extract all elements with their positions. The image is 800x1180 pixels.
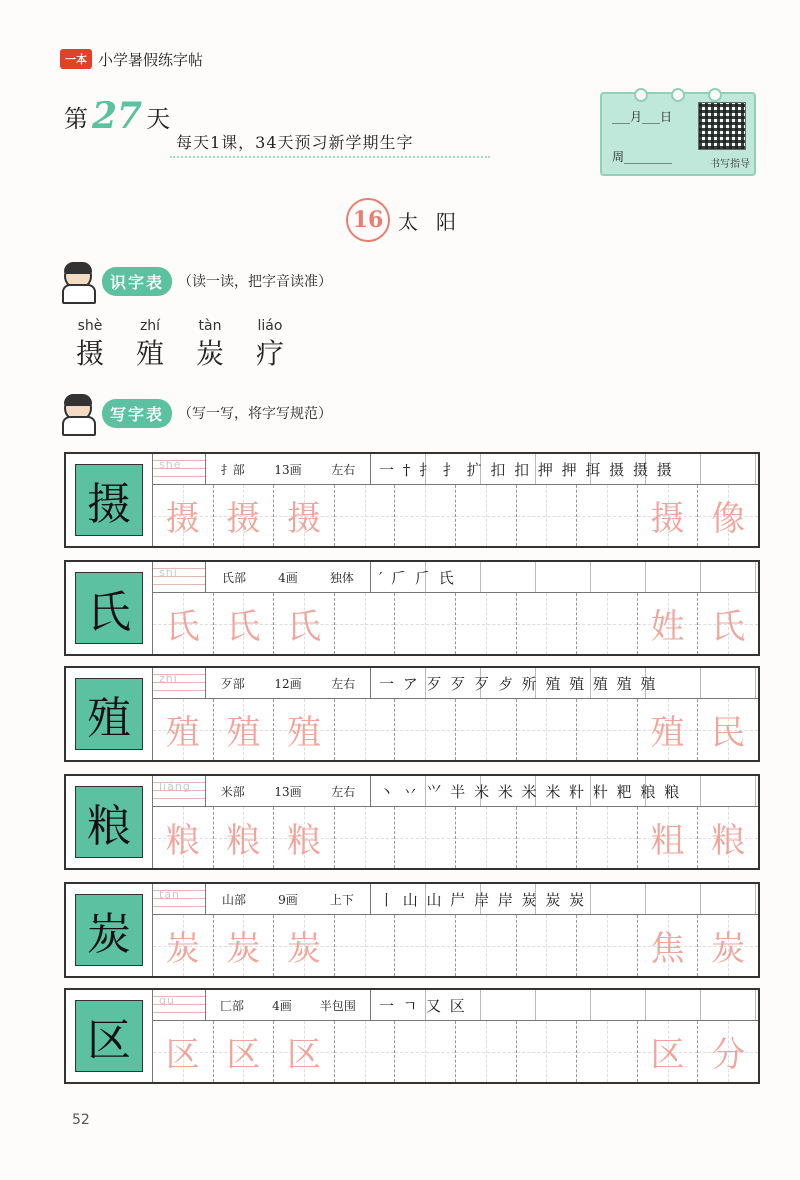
practice-cell[interactable] <box>638 807 699 868</box>
practice-cell[interactable] <box>456 915 517 976</box>
row-info <box>153 776 758 807</box>
practice-cell[interactable] <box>153 593 214 654</box>
trace-char: 氏 <box>286 607 321 647</box>
trace-char: 民 <box>711 713 746 753</box>
practice-cell[interactable] <box>698 915 758 976</box>
trace-char: 氏 <box>226 607 261 647</box>
vocab-pinyin: tàn <box>198 318 222 334</box>
practice-grid <box>153 1021 758 1082</box>
model-char-cell <box>66 668 153 760</box>
date-month-day: ___月___日 <box>612 110 673 124</box>
trace-char: 区 <box>226 1035 261 1075</box>
model-char-cell <box>66 884 153 976</box>
card-binding <box>602 88 754 102</box>
lesson-heading <box>346 198 474 242</box>
row-body <box>153 884 758 976</box>
radical: 歹部 <box>220 676 245 691</box>
practice-row <box>64 774 760 870</box>
radical: 匚部 <box>220 998 245 1013</box>
practice-row <box>64 452 760 548</box>
practice-cell[interactable] <box>153 1021 214 1082</box>
practice-cell[interactable] <box>456 485 517 546</box>
practice-grid <box>153 593 758 654</box>
trace-char: 焦 <box>650 929 685 969</box>
practice-cell[interactable] <box>214 1021 275 1082</box>
vocab-hanzi: 炭 <box>195 337 224 370</box>
brand-header <box>60 48 203 70</box>
row-info <box>153 884 758 915</box>
structure: 左右 <box>331 462 356 477</box>
practice-cell[interactable] <box>517 485 578 546</box>
practice-cell[interactable] <box>335 1021 396 1082</box>
practice-cell[interactable] <box>517 699 578 760</box>
trace-char: 殖 <box>286 713 321 753</box>
practice-cell[interactable] <box>638 485 699 546</box>
practice-cell[interactable] <box>214 807 275 868</box>
practice-cell[interactable] <box>214 593 275 654</box>
practice-row <box>64 882 760 978</box>
date-week: 周________ <box>612 150 673 164</box>
practice-cell[interactable] <box>153 699 214 760</box>
trace-char: 粮 <box>165 821 200 861</box>
practice-row <box>64 560 760 656</box>
row-body <box>153 562 758 654</box>
section-recognize <box>60 262 332 300</box>
practice-cell[interactable] <box>577 915 638 976</box>
practice-cell[interactable] <box>517 807 578 868</box>
pinyin-box[interactable] <box>153 668 206 698</box>
day-prefix: 第 <box>64 105 88 133</box>
pinyin-hint: qū <box>159 994 175 1007</box>
slogan-divider <box>170 156 490 158</box>
stroke-count: 9画 <box>278 892 298 907</box>
day-heading <box>64 95 171 137</box>
vocab-item <box>240 318 300 372</box>
practice-cell[interactable] <box>274 1021 335 1082</box>
pinyin-hint: tàn <box>159 888 181 901</box>
section-badge: 写字表 <box>102 399 172 428</box>
trace-char: 粮 <box>711 821 746 861</box>
trace-char: 区 <box>165 1035 200 1075</box>
practice-cell[interactable] <box>335 915 396 976</box>
practice-cell[interactable] <box>335 593 396 654</box>
char-meta <box>206 562 371 592</box>
vocab-list <box>60 318 300 372</box>
pinyin-box[interactable] <box>153 776 206 806</box>
stroke-order: ′ 𠂆 𠂆 氏 <box>371 562 758 592</box>
model-char-box <box>75 894 143 966</box>
practice-cell[interactable] <box>698 1021 758 1082</box>
day-suffix: 天 <box>146 105 171 133</box>
model-char-cell <box>66 776 153 868</box>
practice-row <box>64 666 760 762</box>
practice-cell[interactable] <box>698 699 758 760</box>
practice-cell[interactable] <box>517 593 578 654</box>
practice-cell[interactable] <box>153 915 214 976</box>
structure: 左右 <box>331 784 356 799</box>
stroke-count: 12画 <box>274 676 302 691</box>
brand-badge: 一本 <box>60 49 92 69</box>
vocab-item <box>60 318 120 372</box>
practice-cell[interactable] <box>395 1021 456 1082</box>
practice-cell[interactable] <box>153 485 214 546</box>
vocab-item <box>120 318 180 372</box>
trace-char: 粗 <box>650 821 685 861</box>
pinyin-hint: liáng <box>159 780 191 793</box>
stroke-order: 一 ㄱ 又 区 <box>371 990 758 1020</box>
model-char: 炭 <box>87 909 131 960</box>
model-char: 粮 <box>87 801 131 852</box>
row-body <box>153 990 758 1082</box>
pinyin-box[interactable] <box>153 990 206 1020</box>
trace-char: 像 <box>711 499 746 539</box>
practice-cell[interactable] <box>456 593 517 654</box>
date-card <box>600 92 756 176</box>
structure: 左右 <box>331 676 356 691</box>
lesson-number: 16 <box>346 198 390 242</box>
structure: 半包围 <box>319 998 356 1013</box>
row-info <box>153 454 758 485</box>
char-meta <box>206 668 371 698</box>
vocab-item <box>180 318 240 372</box>
practice-cell[interactable] <box>577 593 638 654</box>
row-info <box>153 668 758 699</box>
trace-char: 殖 <box>165 713 200 753</box>
practice-cell[interactable] <box>214 915 275 976</box>
stroke-order: 丨 山 山 屵 岸 岸 炭 炭 炭 <box>371 884 758 914</box>
radical: 米部 <box>220 784 245 799</box>
qr-label: 书写指导 <box>710 159 750 170</box>
row-body <box>153 668 758 760</box>
practice-cell[interactable] <box>698 593 758 654</box>
practice-cell[interactable] <box>274 593 335 654</box>
trace-char: 摄 <box>286 499 321 539</box>
pinyin-hint: shè <box>159 458 182 471</box>
vocab-hanzi: 殖 <box>135 337 164 370</box>
qr-code-icon[interactable] <box>698 102 746 150</box>
radical: 氏部 <box>222 570 247 585</box>
practice-cell[interactable] <box>638 1021 699 1082</box>
stroke-count: 4画 <box>278 570 298 585</box>
model-char: 摄 <box>87 479 131 530</box>
practice-cell[interactable] <box>395 699 456 760</box>
row-info <box>153 562 758 593</box>
section-write <box>60 394 332 432</box>
trace-char: 摄 <box>650 499 685 539</box>
practice-cell[interactable] <box>395 915 456 976</box>
binding-hole <box>671 88 685 102</box>
row-body <box>153 776 758 868</box>
kid-icon <box>60 394 96 432</box>
kid-icon <box>60 262 96 300</box>
practice-cell[interactable] <box>274 915 335 976</box>
practice-cell[interactable] <box>517 1021 578 1082</box>
pinyin-box[interactable] <box>153 562 206 592</box>
book-title: 小学暑假练字帖 <box>98 50 204 69</box>
char-meta <box>206 454 371 484</box>
practice-cell[interactable] <box>577 807 638 868</box>
practice-cell[interactable] <box>395 807 456 868</box>
practice-cell[interactable] <box>698 485 758 546</box>
trace-char: 炭 <box>711 929 746 969</box>
practice-cell[interactable] <box>395 485 456 546</box>
char-meta <box>206 776 371 806</box>
practice-cell[interactable] <box>456 699 517 760</box>
lesson-title: 太阳 <box>398 209 474 234</box>
structure: 独体 <box>329 570 354 585</box>
practice-cell[interactable] <box>638 593 699 654</box>
practice-cell[interactable] <box>638 915 699 976</box>
model-char-box <box>75 464 143 536</box>
vocab-hanzi: 疗 <box>255 337 284 370</box>
char-meta <box>206 990 371 1020</box>
radical: 扌部 <box>220 462 245 477</box>
trace-char: 炭 <box>286 929 321 969</box>
row-info <box>153 990 758 1021</box>
practice-cell[interactable] <box>577 699 638 760</box>
trace-char: 粮 <box>286 821 321 861</box>
trace-char: 殖 <box>226 713 261 753</box>
practice-grid <box>153 699 758 760</box>
model-char-box <box>75 572 143 644</box>
practice-cell[interactable] <box>698 807 758 868</box>
pinyin-box[interactable] <box>153 454 206 484</box>
practice-cell[interactable] <box>577 1021 638 1082</box>
binding-hole <box>708 88 722 102</box>
trace-char: 摄 <box>226 499 261 539</box>
practice-cell[interactable] <box>638 699 699 760</box>
trace-char: 粮 <box>226 821 261 861</box>
model-char-box <box>75 1000 143 1072</box>
vocab-pinyin: liáo <box>257 318 283 334</box>
trace-char: 氏 <box>711 607 746 647</box>
stroke-order: 一 † 扌 扌 扩 扣 扣 押 押 挕 摄 摄 摄 <box>371 454 758 484</box>
practice-cell[interactable] <box>335 699 396 760</box>
practice-cell[interactable] <box>335 807 396 868</box>
trace-char: 区 <box>650 1035 685 1075</box>
practice-grid <box>153 915 758 976</box>
model-char-cell <box>66 562 153 654</box>
stroke-order: 丶 丷 ⺍ 半 米 米 米 米 籵 籵 粑 粮 粮 <box>371 776 758 806</box>
section-badge: 识字表 <box>102 267 172 296</box>
trace-char: 炭 <box>165 929 200 969</box>
stroke-count: 13画 <box>274 784 302 799</box>
model-char-cell <box>66 454 153 546</box>
practice-cell[interactable] <box>214 699 275 760</box>
trace-char: 氏 <box>165 607 200 647</box>
model-char: 区 <box>87 1015 131 1066</box>
practice-row <box>64 988 760 1084</box>
trace-char: 殖 <box>650 713 685 753</box>
practice-cell[interactable] <box>456 1021 517 1082</box>
radical: 山部 <box>222 892 247 907</box>
page-number: 52 <box>72 1112 90 1128</box>
model-char: 殖 <box>87 693 131 744</box>
trace-char: 姓 <box>650 607 685 647</box>
practice-cell[interactable] <box>214 485 275 546</box>
trace-char: 炭 <box>226 929 261 969</box>
section-note: （写一写，将字写规范） <box>178 406 333 422</box>
pinyin-hint: shì <box>159 566 178 579</box>
pinyin-hint: zhí <box>159 672 178 685</box>
day-number: 27 <box>92 95 143 137</box>
pinyin-box[interactable] <box>153 884 206 914</box>
vocab-hanzi: 摄 <box>75 337 104 370</box>
practice-cell[interactable] <box>274 485 335 546</box>
stroke-order: 一 ア 歹 歹 歹 歺 歽 殖 殖 殖 殖 殖 <box>371 668 758 698</box>
model-char-cell <box>66 990 153 1082</box>
practice-grid <box>153 485 758 546</box>
model-char-box <box>75 678 143 750</box>
trace-char: 摄 <box>165 499 200 539</box>
practice-cell[interactable] <box>153 807 214 868</box>
stroke-count: 13画 <box>274 462 302 477</box>
row-body <box>153 454 758 546</box>
practice-cell[interactable] <box>335 485 396 546</box>
slogan: 每天1课，34天预习新学期生字 <box>176 133 414 152</box>
practice-grid <box>153 807 758 868</box>
model-char: 氏 <box>87 587 131 638</box>
practice-cell[interactable] <box>274 699 335 760</box>
practice-cell[interactable] <box>517 915 578 976</box>
stroke-count: 4画 <box>272 998 292 1013</box>
trace-char: 分 <box>711 1035 746 1075</box>
section-note: （读一读，把字音读准） <box>178 274 333 290</box>
vocab-pinyin: shè <box>77 318 103 334</box>
model-char-box <box>75 786 143 858</box>
structure: 上下 <box>329 892 354 907</box>
binding-hole <box>634 88 648 102</box>
vocab-pinyin: zhí <box>139 318 161 334</box>
char-meta <box>206 884 371 914</box>
trace-char: 区 <box>286 1035 321 1075</box>
practice-cell[interactable] <box>395 593 456 654</box>
practice-cell[interactable] <box>577 485 638 546</box>
practice-cell[interactable] <box>274 807 335 868</box>
practice-cell[interactable] <box>456 807 517 868</box>
